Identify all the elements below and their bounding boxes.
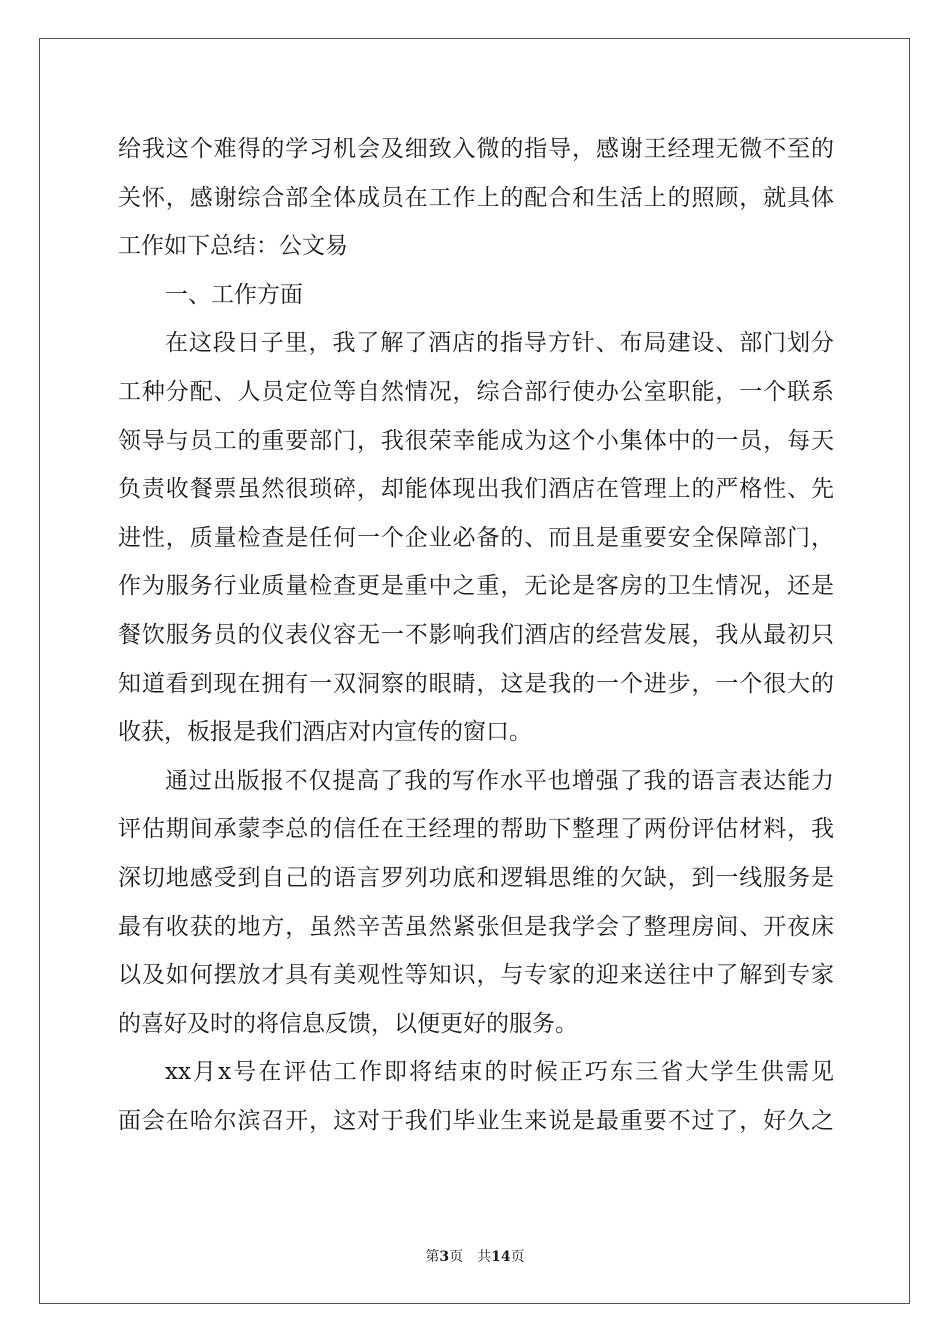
text-line: xx月x号在评估工作即将结束的时候正巧东三省大学生供需见 bbox=[165, 1059, 834, 1086]
text-line: 最有收获的地方，虽然辛苦虽然紧张但是我学会了整理房间、开夜床 bbox=[118, 913, 834, 940]
text-line: 工作如下总结：公文易 bbox=[118, 233, 348, 260]
text-line: 餐饮服务员的仪表仪容无一不影响我们酒店的经营发展，我从最初只 bbox=[118, 621, 834, 648]
text-line: 评估期间承蒙李总的信任在王经理的帮助下整理了两份评估材料，我 bbox=[118, 816, 834, 843]
text-line: 进性，质量检查是任何一个企业必备的、而且是重要安全保障部门， bbox=[118, 524, 834, 551]
text-line: 的喜好及时的将信息反馈，以便更好的服务。 bbox=[118, 1010, 578, 1037]
text-line: 通过出版报不仅提高了我的写作水平也增强了我的语言表达能力 bbox=[165, 767, 834, 794]
text-line: 在这段日子里，我了解了酒店的指导方针、布局建设、部门划分 bbox=[165, 330, 834, 357]
page-footer bbox=[0, 1248, 950, 1266]
page-prefix: 第 bbox=[425, 1249, 440, 1265]
total-prefix: 共 bbox=[477, 1249, 492, 1265]
page-number: 3 bbox=[439, 1249, 450, 1265]
text-line: 领导与员工的重要部门，我很荣幸能成为这个小集体中的一员，每天 bbox=[118, 427, 834, 454]
text-line: 知道看到现在拥有一双洞察的眼睛，这是我的一个进步，一个很大的 bbox=[118, 670, 834, 697]
text-line: 关怀，感谢综合部全体成员在工作上的配合和生活上的照顾，就具体 bbox=[118, 184, 834, 211]
text-line: 收获，板报是我们酒店对内宣传的窗口。 bbox=[118, 719, 532, 746]
document-body bbox=[118, 125, 834, 1145]
text-line: 面会在哈尔滨召开，这对于我们毕业生来说是最重要不过了，好久之 bbox=[118, 1107, 834, 1134]
text-line: 作为服务行业质量检查更是重中之重，无论是客房的卫生情况，还是 bbox=[118, 573, 834, 600]
text-line: 负责收餐票虽然很琐碎，却能体现出我们酒店在管理上的严格性、先 bbox=[118, 476, 834, 503]
page-suffix: 页 bbox=[449, 1249, 464, 1265]
total-suffix: 页 bbox=[510, 1249, 525, 1265]
text-line: 以及如何摆放才具有美观性等知识，与专家的迎来送往中了解到专家 bbox=[118, 962, 834, 989]
text-line: 工种分配、人员定位等自然情况，综合部行使办公室职能，一个联系 bbox=[118, 378, 834, 405]
section-heading: 一、工作方面 bbox=[165, 281, 303, 308]
text-line: 深切地感受到自己的语言罗列功底和逻辑思维的欠缺，到一线服务是 bbox=[118, 864, 834, 891]
total-pages: 14 bbox=[491, 1249, 511, 1265]
text-line: 给我这个难得的学习机会及细致入微的指导，感谢王经理无微不至的 bbox=[118, 136, 834, 162]
